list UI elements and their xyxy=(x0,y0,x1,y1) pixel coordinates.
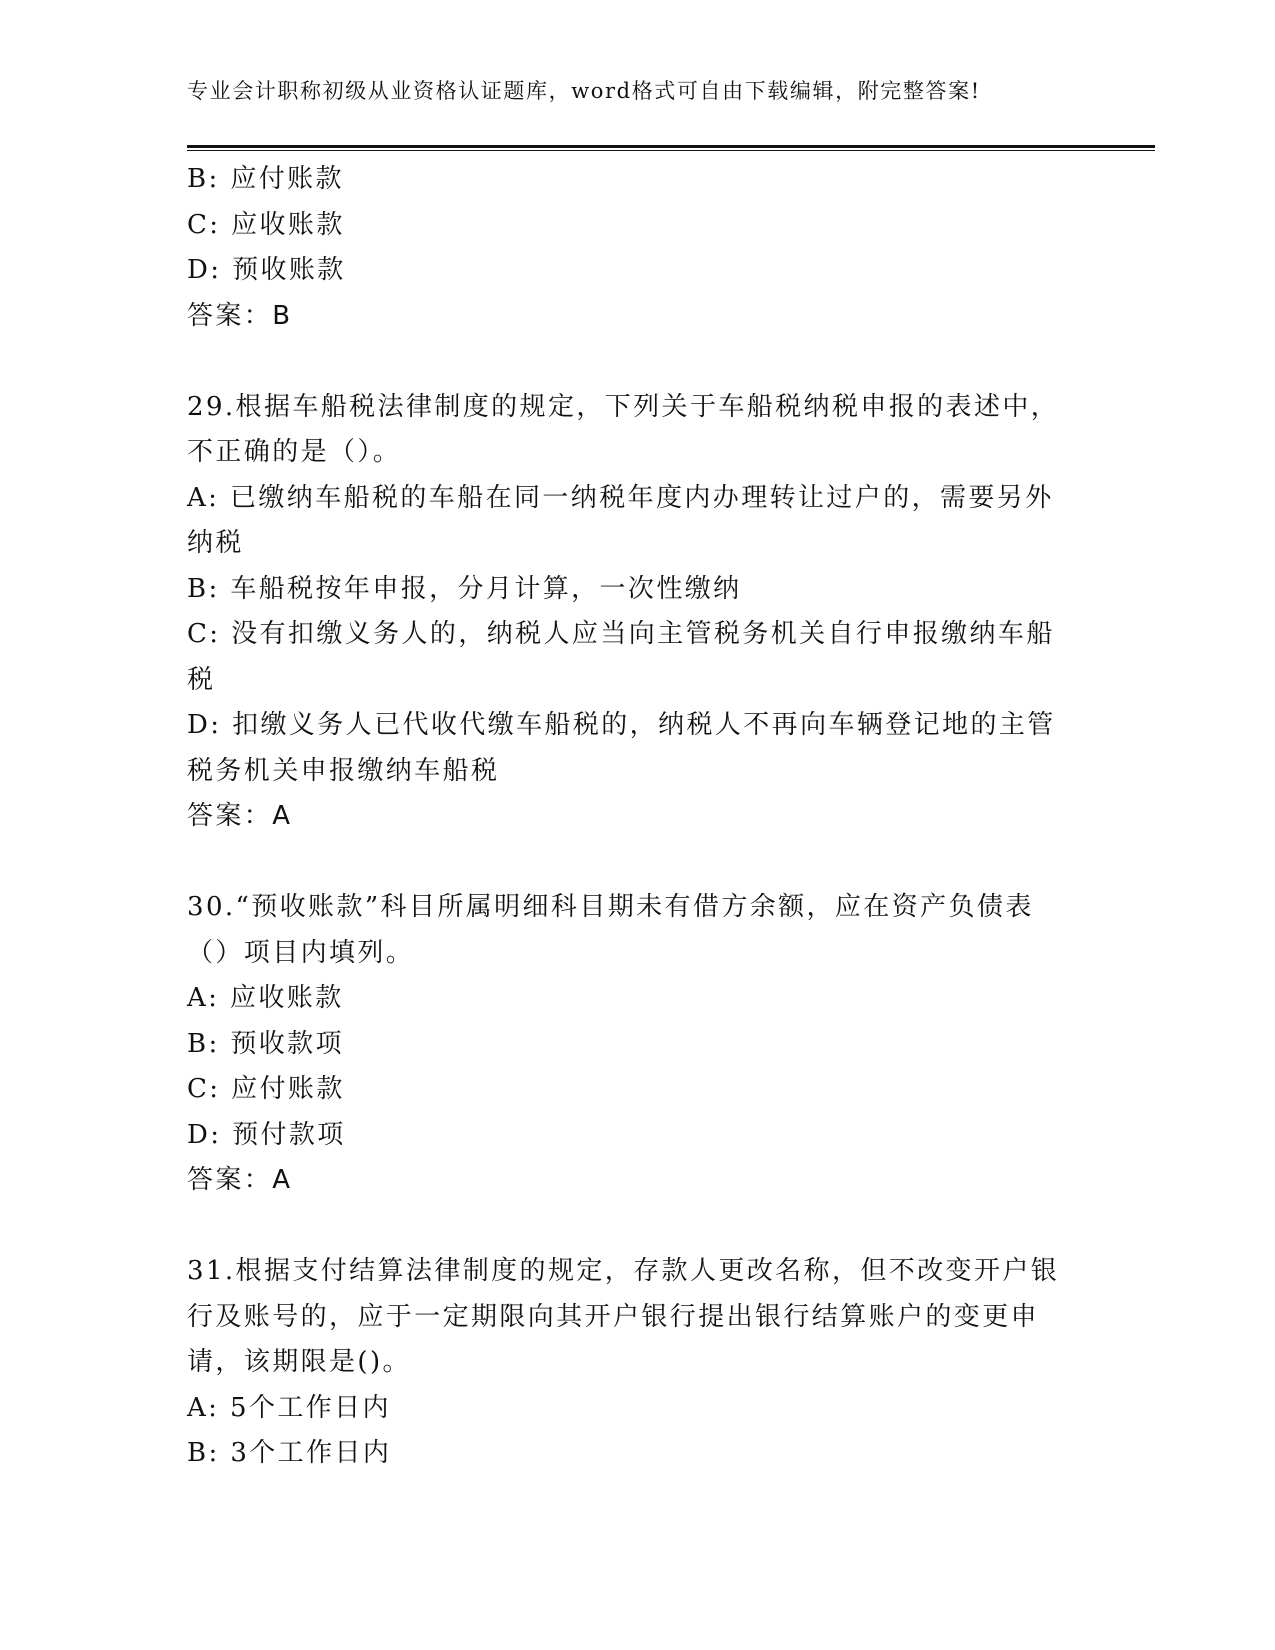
question-stem-line: 行及账号的，应于一定期限向其开户银行提出银行结算账户的变更申 xyxy=(187,1301,1040,1332)
question-content xyxy=(187,157,1087,1477)
spacer xyxy=(187,1204,1087,1250)
question-stem-line: （）项目内填列。 xyxy=(187,937,415,968)
question-stem-line: 不正确的是（）。 xyxy=(187,437,402,467)
option-d-continued: 税务机关申报缴纳车船税 xyxy=(187,755,500,786)
option-c: C: 没有扣缴义务人的，纳税人应当向主管税务机关自行申报缴纳车船 xyxy=(187,619,1055,649)
option-b: B: 应付账款 xyxy=(187,164,344,194)
question-31 xyxy=(187,1249,1087,1477)
header-rule-thin xyxy=(187,150,1155,151)
question-29 xyxy=(187,385,1087,840)
spacer xyxy=(187,339,1087,385)
header-rule-thick xyxy=(187,145,1155,148)
option-a-continued: 纳税 xyxy=(187,528,244,558)
option-a: A: 5个工作日内 xyxy=(187,1392,391,1423)
option-b: B: 预收款项 xyxy=(187,1028,344,1059)
option-d: D: 预付款项 xyxy=(187,1119,346,1150)
option-d: D: 扣缴义务人已代收代缴车船税的，纳税人不再向车辆登记地的主管 xyxy=(187,710,1056,740)
option-d: D: 预收账款 xyxy=(187,255,346,285)
option-c: C: 应收账款 xyxy=(187,209,345,240)
page-header: 专业会计职称初级从业资格认证题库，word格式可自由下载编辑，附完整答案! xyxy=(187,79,981,103)
option-a: A: 已缴纳车船税的车船在同一纳税年度内办理转让过户的，需要另外 xyxy=(187,482,1054,513)
option-c: C: 应付账款 xyxy=(187,1074,345,1104)
option-b: B: 3个工作日内 xyxy=(187,1438,392,1468)
option-c-continued: 税 xyxy=(187,664,216,695)
answer-line: 答案：B xyxy=(187,300,293,331)
answer-line: 答案：A xyxy=(187,801,293,831)
question-stem-line: 请，该期限是()。 xyxy=(187,1347,411,1377)
question-stem-line: 30.“预收账款”科目所属明细科目期未有借方余额，应在资产负债表 xyxy=(187,892,1034,922)
option-a: A: 应收账款 xyxy=(187,983,344,1013)
question-30 xyxy=(187,885,1087,1204)
answer-line: 答案：A xyxy=(187,1165,293,1195)
question-stem-line: 29.根据车船税法律制度的规定，下列关于车船税纳税申报的表述中， xyxy=(187,391,1060,422)
option-b: B: 车船税按年申报，分月计算，一次性缴纳 xyxy=(187,573,742,604)
question-stem-line: 31.根据支付结算法律制度的规定，存款人更改名称，但不改变开户银 xyxy=(187,1256,1060,1286)
question-28 xyxy=(187,157,1087,339)
spacer xyxy=(187,840,1087,886)
